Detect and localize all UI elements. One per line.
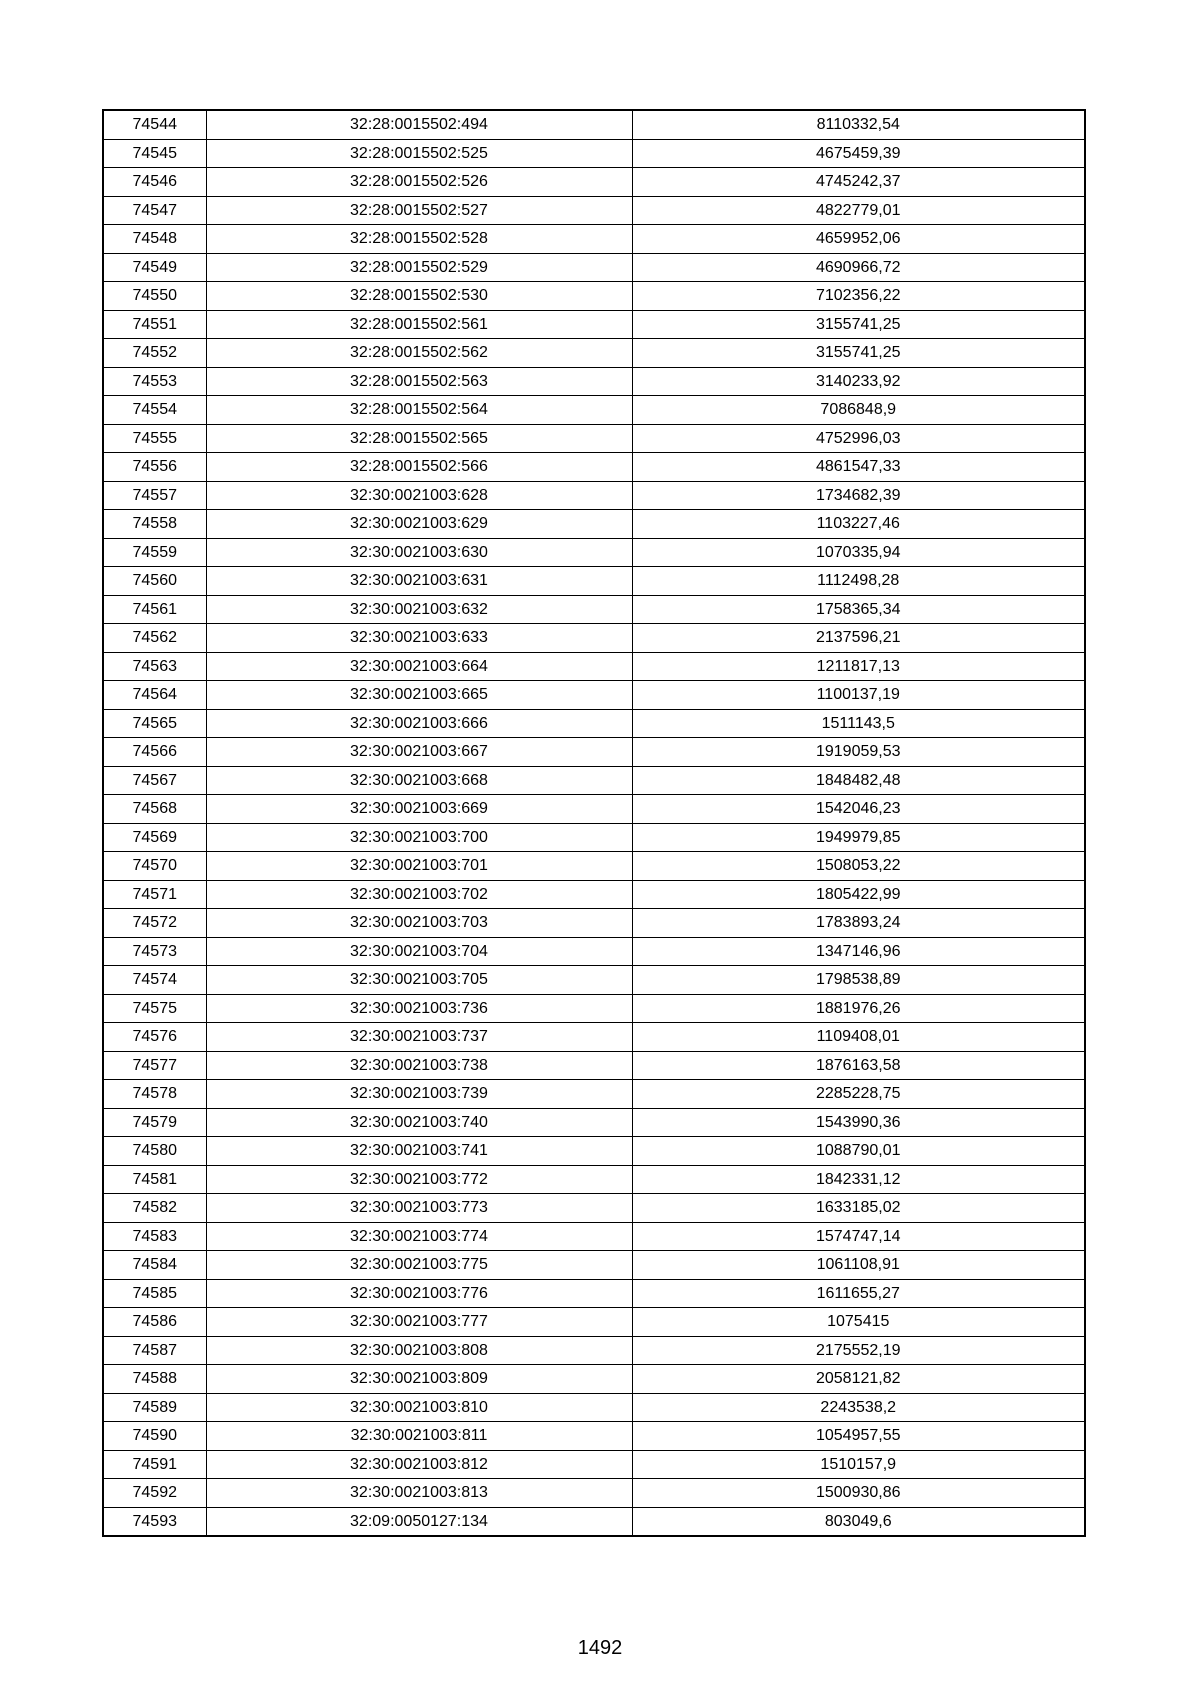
table-row [103,1137,1085,1166]
cadastral-number-cell: 32:30:0021003:633 [206,624,632,653]
row-number-cell: 74591 [103,1450,206,1479]
row-number-cell: 74567 [103,766,206,795]
value-cell: 1061108,91 [632,1251,1085,1280]
table-row [103,1080,1085,1109]
cadastral-number-cell: 32:30:0021003:773 [206,1194,632,1223]
table-row [103,1222,1085,1251]
cadastral-number-cell: 32:30:0021003:772 [206,1165,632,1194]
table-row [103,253,1085,282]
row-number-cell: 74566 [103,738,206,767]
table-row [103,624,1085,653]
value-cell: 1109408,01 [632,1023,1085,1052]
row-number-cell: 74550 [103,282,206,311]
cadastral-number-cell: 32:30:0021003:808 [206,1336,632,1365]
cadastral-number-cell: 32:28:0015502:494 [206,110,632,139]
table-row [103,1165,1085,1194]
cadastral-number-cell: 32:30:0021003:700 [206,823,632,852]
cadastral-number-cell: 32:30:0021003:628 [206,481,632,510]
value-cell: 4752996,03 [632,424,1085,453]
cadastral-number-cell: 32:30:0021003:741 [206,1137,632,1166]
value-cell: 1633185,02 [632,1194,1085,1223]
cadastral-number-cell: 32:30:0021003:669 [206,795,632,824]
value-cell: 1876163,58 [632,1051,1085,1080]
cadastral-number-cell: 32:28:0015502:528 [206,225,632,254]
value-cell: 1542046,23 [632,795,1085,824]
value-cell: 1734682,39 [632,481,1085,510]
cadastral-number-cell: 32:30:0021003:704 [206,937,632,966]
table-row [103,1194,1085,1223]
cadastral-number-cell: 32:28:0015502:564 [206,396,632,425]
cadastral-number-cell: 32:30:0021003:702 [206,880,632,909]
table-row [103,196,1085,225]
cadastral-number-cell: 32:30:0021003:668 [206,766,632,795]
value-cell: 2058121,82 [632,1365,1085,1394]
table-row [103,396,1085,425]
table-row [103,1507,1085,1536]
cadastral-number-cell: 32:30:0021003:737 [206,1023,632,1052]
cadastral-number-cell: 32:28:0015502:561 [206,310,632,339]
row-number-cell: 74571 [103,880,206,909]
value-cell: 7086848,9 [632,396,1085,425]
cadastral-number-cell: 32:30:0021003:703 [206,909,632,938]
cadastral-number-cell: 32:30:0021003:777 [206,1308,632,1337]
table-row [103,1108,1085,1137]
value-cell: 4822779,01 [632,196,1085,225]
row-number-cell: 74579 [103,1108,206,1137]
cadastral-number-cell: 32:28:0015502:527 [206,196,632,225]
cadastral-number-cell: 32:30:0021003:739 [206,1080,632,1109]
value-cell: 1919059,53 [632,738,1085,767]
cadastral-number-cell: 32:30:0021003:701 [206,852,632,881]
cadastral-number-cell: 32:28:0015502:529 [206,253,632,282]
row-number-cell: 74569 [103,823,206,852]
row-number-cell: 74546 [103,168,206,197]
value-cell: 1949979,85 [632,823,1085,852]
table-row [103,567,1085,596]
value-cell: 1112498,28 [632,567,1085,596]
table-body [103,110,1085,1536]
table-row [103,1336,1085,1365]
cadastral-number-cell: 32:30:0021003:736 [206,994,632,1023]
value-cell: 1347146,96 [632,937,1085,966]
cadastral-number-cell: 32:30:0021003:630 [206,538,632,567]
row-number-cell: 74586 [103,1308,206,1337]
cadastral-number-cell: 32:28:0015502:526 [206,168,632,197]
table-row [103,510,1085,539]
value-cell: 2243538,2 [632,1393,1085,1422]
value-cell: 3155741,25 [632,339,1085,368]
value-cell: 1881976,26 [632,994,1085,1023]
cadastral-number-cell: 32:30:0021003:705 [206,966,632,995]
value-cell: 1070335,94 [632,538,1085,567]
cadastral-number-cell: 32:28:0015502:566 [206,453,632,482]
row-number-cell: 74573 [103,937,206,966]
row-number-cell: 74593 [103,1507,206,1536]
table-row [103,652,1085,681]
table-row [103,453,1085,482]
row-number-cell: 74590 [103,1422,206,1451]
row-number-cell: 74549 [103,253,206,282]
cadastral-number-cell: 32:30:0021003:776 [206,1279,632,1308]
cadastral-number-cell: 32:28:0015502:530 [206,282,632,311]
value-cell: 1574747,14 [632,1222,1085,1251]
table-row [103,424,1085,453]
row-number-cell: 74570 [103,852,206,881]
row-number-cell: 74588 [103,1365,206,1394]
value-cell: 803049,6 [632,1507,1085,1536]
table-row [103,595,1085,624]
value-cell: 1511143,5 [632,709,1085,738]
value-cell: 4659952,06 [632,225,1085,254]
row-number-cell: 74561 [103,595,206,624]
row-number-cell: 74572 [103,909,206,938]
value-cell: 2137596,21 [632,624,1085,653]
cadastral-number-cell: 32:30:0021003:666 [206,709,632,738]
value-cell: 2175552,19 [632,1336,1085,1365]
row-number-cell: 74551 [103,310,206,339]
table-row [103,1251,1085,1280]
row-number-cell: 74545 [103,139,206,168]
table-row [103,709,1085,738]
row-number-cell: 74575 [103,994,206,1023]
row-number-cell: 74564 [103,681,206,710]
row-number-cell: 74558 [103,510,206,539]
row-number-cell: 74544 [103,110,206,139]
table-row [103,225,1085,254]
table-row [103,1279,1085,1308]
row-number-cell: 74547 [103,196,206,225]
row-number-cell: 74580 [103,1137,206,1166]
table-row [103,766,1085,795]
value-cell: 1508053,22 [632,852,1085,881]
row-number-cell: 74583 [103,1222,206,1251]
cadastral-number-cell: 32:30:0021003:738 [206,1051,632,1080]
cadastral-number-cell: 32:30:0021003:812 [206,1450,632,1479]
table-row [103,738,1085,767]
cadastral-number-cell: 32:09:0050127:134 [206,1507,632,1536]
row-number-cell: 74557 [103,481,206,510]
value-cell: 4745242,37 [632,168,1085,197]
value-cell: 1611655,27 [632,1279,1085,1308]
cadastral-number-cell: 32:30:0021003:740 [206,1108,632,1137]
table-row [103,538,1085,567]
table-row [103,1422,1085,1451]
table-row [103,110,1085,139]
value-cell: 1798538,89 [632,966,1085,995]
table-row [103,795,1085,824]
value-cell: 4690966,72 [632,253,1085,282]
table-row [103,339,1085,368]
value-cell: 1103227,46 [632,510,1085,539]
row-number-cell: 74560 [103,567,206,596]
row-number-cell: 74553 [103,367,206,396]
table-row [103,367,1085,396]
cadastral-number-cell: 32:30:0021003:810 [206,1393,632,1422]
value-cell: 7102356,22 [632,282,1085,311]
row-number-cell: 74584 [103,1251,206,1280]
cadastral-number-cell: 32:30:0021003:809 [206,1365,632,1394]
value-cell: 1075415 [632,1308,1085,1337]
cadastral-number-cell: 32:30:0021003:665 [206,681,632,710]
value-cell: 1783893,24 [632,909,1085,938]
row-number-cell: 74577 [103,1051,206,1080]
cadastral-number-cell: 32:30:0021003:813 [206,1479,632,1508]
row-number-cell: 74565 [103,709,206,738]
cadastral-number-cell: 32:30:0021003:629 [206,510,632,539]
page-number: 1492 [577,1637,623,1659]
row-number-cell: 74587 [103,1336,206,1365]
row-number-cell: 74589 [103,1393,206,1422]
cadastral-number-cell: 32:30:0021003:631 [206,567,632,596]
row-number-cell: 74552 [103,339,206,368]
row-number-cell: 74563 [103,652,206,681]
value-cell: 1543990,36 [632,1108,1085,1137]
table-row [103,1450,1085,1479]
row-number-cell: 74562 [103,624,206,653]
cadastral-number-cell: 32:28:0015502:565 [206,424,632,453]
row-number-cell: 74585 [103,1279,206,1308]
cadastral-number-cell: 32:30:0021003:664 [206,652,632,681]
table-row [103,1365,1085,1394]
table-row [103,823,1085,852]
value-cell: 3155741,25 [632,310,1085,339]
table-row [103,880,1085,909]
value-cell: 3140233,92 [632,367,1085,396]
value-cell: 1848482,48 [632,766,1085,795]
table-row [103,852,1085,881]
cadastral-number-cell: 32:28:0015502:525 [206,139,632,168]
table-row [103,1308,1085,1337]
row-number-cell: 74548 [103,225,206,254]
table-row [103,681,1085,710]
row-number-cell: 74555 [103,424,206,453]
cadastral-number-cell: 32:30:0021003:774 [206,1222,632,1251]
cadastral-number-cell: 32:28:0015502:563 [206,367,632,396]
value-cell: 4675459,39 [632,139,1085,168]
row-number-cell: 74568 [103,795,206,824]
cadastral-number-cell: 32:30:0021003:632 [206,595,632,624]
cadastral-number-cell: 32:30:0021003:811 [206,1422,632,1451]
row-number-cell: 74559 [103,538,206,567]
table-row [103,139,1085,168]
table-row [103,310,1085,339]
table-row [103,966,1085,995]
table-row [103,1051,1085,1080]
cadastral-value-table [102,109,1086,1537]
table-row [103,994,1085,1023]
value-cell: 1500930,86 [632,1479,1085,1508]
value-cell: 4861547,33 [632,453,1085,482]
value-cell: 1758365,34 [632,595,1085,624]
row-number-cell: 74574 [103,966,206,995]
value-cell: 2285228,75 [632,1080,1085,1109]
value-cell: 8110332,54 [632,110,1085,139]
table-row [103,1393,1085,1422]
row-number-cell: 74582 [103,1194,206,1223]
row-number-cell: 74554 [103,396,206,425]
value-cell: 1088790,01 [632,1137,1085,1166]
row-number-cell: 74556 [103,453,206,482]
row-number-cell: 74592 [103,1479,206,1508]
value-cell: 1100137,19 [632,681,1085,710]
table-row [103,1023,1085,1052]
value-cell: 1510157,9 [632,1450,1085,1479]
row-number-cell: 74578 [103,1080,206,1109]
cadastral-number-cell: 32:30:0021003:667 [206,738,632,767]
table-row [103,937,1085,966]
row-number-cell: 74581 [103,1165,206,1194]
value-cell: 1805422,99 [632,880,1085,909]
table-row [103,168,1085,197]
row-number-cell: 74576 [103,1023,206,1052]
table-row [103,1479,1085,1508]
value-cell: 1211817,13 [632,652,1085,681]
cadastral-number-cell: 32:30:0021003:775 [206,1251,632,1280]
value-cell: 1054957,55 [632,1422,1085,1451]
cadastral-number-cell: 32:28:0015502:562 [206,339,632,368]
value-cell: 1842331,12 [632,1165,1085,1194]
table-row [103,909,1085,938]
table-row [103,282,1085,311]
table-row [103,481,1085,510]
